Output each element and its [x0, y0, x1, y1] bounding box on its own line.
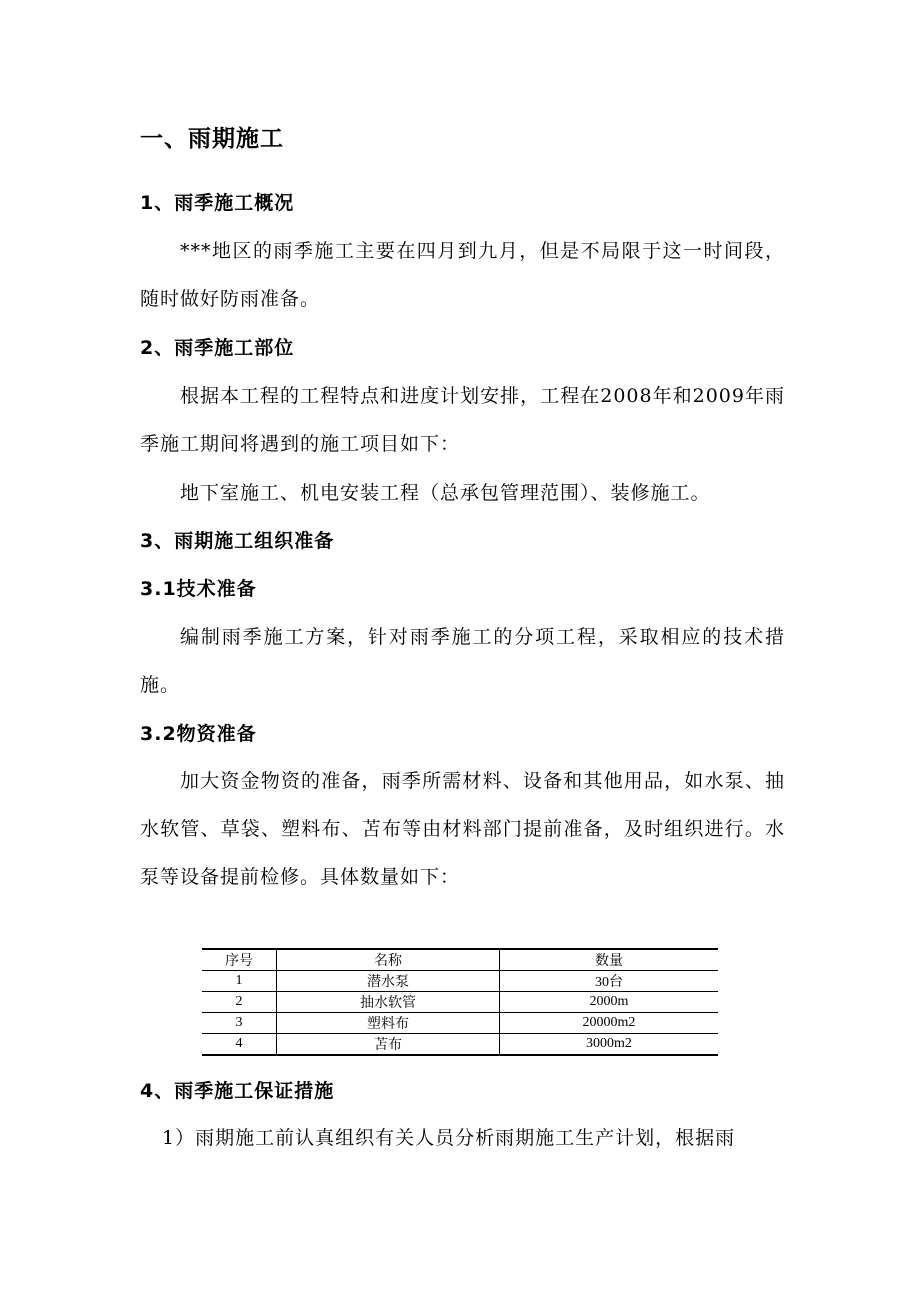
section-2-heading: 2、雨季施工部位: [140, 337, 295, 359]
table-cell: 苫布: [277, 1034, 500, 1056]
section-3-1-heading: 3.1技术准备: [140, 578, 257, 600]
section-3-2-heading: 3.2物资准备: [140, 723, 257, 745]
section-1-heading: 1、雨季施工概况: [140, 192, 295, 214]
section-3-heading: 3、雨期施工组织准备: [140, 530, 335, 552]
table-cell: 塑料布: [277, 1013, 500, 1034]
table-header-cell: 序号: [202, 949, 277, 971]
section-2-paragraph-1: 根据本工程的工程特点和进度计划安排，工程在2008年和2009年雨季施工期间将遇到的施工项目如下：: [140, 385, 785, 455]
table-cell: 抽水软管: [277, 992, 500, 1013]
section-3-1-paragraph: 编制雨季施工方案，针对雨季施工的分项工程，采取相应的技术措施。: [140, 626, 785, 696]
section-4-paragraph: 1）雨期施工前认真组织有关人员分析雨期施工生产计划，根据雨: [162, 1127, 736, 1149]
table-cell: 2: [202, 992, 277, 1013]
table-cell: 2000m: [500, 992, 719, 1013]
section-3-2-paragraph: 加大资金物资的准备，雨季所需材料、设备和其他用品，如水泵、抽水软管、草袋、塑料布、苫布等由材料部门提前准备，及时组织进行。水泵等设备提前检修。具体数量如下：: [140, 770, 785, 888]
section-2-paragraph-2: 地下室施工、机电安装工程（总承包管理范围）、装修施工。: [180, 482, 711, 504]
table-row: [202, 992, 718, 1013]
table-header-cell: 数量: [500, 949, 719, 971]
table-cell: 1: [202, 971, 277, 992]
table-row: [202, 971, 718, 992]
table-cell: 4: [235, 1036, 243, 1051]
section-4-heading: 4、雨季施工保证措施: [140, 1080, 335, 1102]
section-1-paragraph: ***地区的雨季施工主要在四月到九月，但是不局限于这一时间段，随时做好防雨准备。: [140, 240, 785, 310]
table-cell: 3000m2: [500, 1034, 719, 1056]
table-row: [202, 1034, 718, 1056]
table-header-cell: 名称: [277, 949, 500, 971]
table-row: [202, 1013, 718, 1034]
table-header-row: [202, 949, 718, 971]
table-cell: 3: [202, 1013, 277, 1034]
materials-table: [202, 948, 718, 1056]
table-cell: 潜水泵: [277, 971, 500, 992]
document-title: 一、雨期施工: [140, 126, 284, 152]
table-cell: 30台: [500, 971, 719, 992]
table-cell: 20000m2: [500, 1013, 719, 1034]
